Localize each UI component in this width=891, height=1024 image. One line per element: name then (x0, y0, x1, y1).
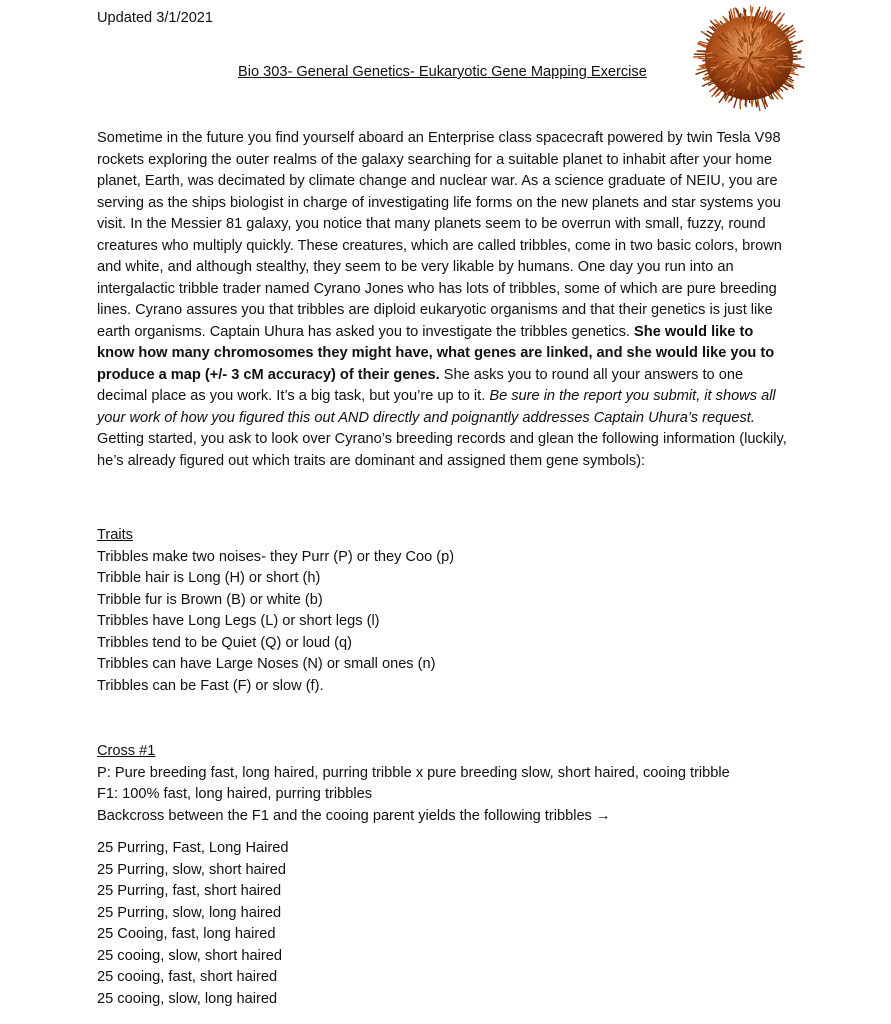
cross1-results (97, 838, 817, 1010)
trait-item: Tribbles tend to be Quiet (Q) or loud (q) (97, 634, 352, 651)
cross1-backcross: Backcross between the F1 and the cooing parent yields the following tribbles → (97, 807, 611, 824)
intro-paragraph (97, 128, 787, 472)
result-item: 25 Purring, slow, long haired (97, 904, 282, 921)
cross1-parents: P: Pure breeding fast, long haired, purring tribble x pure breeding slow, short haired, cooing tribble (97, 764, 730, 781)
trait-item: Tribbles make two noises- they Purr (P) or they Coo (p) (97, 548, 455, 565)
result-item: 25 Purring, Fast, Long Haired (97, 840, 289, 856)
result-item: 25 Cooing, fast, long haired (97, 926, 276, 942)
cross1-section (97, 741, 817, 827)
updated-date: Updated 3/1/2021 (97, 10, 214, 26)
trait-item: Tribble hair is Long (H) or short (h) (97, 570, 321, 586)
trait-item: Tribbles can be Fast (F) or slow (f). (97, 677, 324, 694)
intro-request-bold: She would like to know how many chromosomes they might have, what genes are linked, and she would like you to produce a map (+/- 3 cM accuracy) of their genes. (97, 323, 775, 383)
trait-item: Tribbles can have Large Noses (N) or small ones (n) (97, 656, 436, 672)
result-item: 25 Purring, fast, short haired (97, 883, 282, 899)
cross1-f1: F1: 100% fast, long haired, purring tribbles (97, 786, 373, 802)
intro-text-part3: Getting started, you ask to look over Cyrano’s breeding records and glean the following information (luckily, he’s already figured out which traits are dominant and assigned them gene symbols): (97, 431, 787, 469)
document-title: Bio 303- General Genetics- Eukaryotic Gene Mapping Exercise (238, 64, 647, 80)
result-item: 25 cooing, fast, short haired (97, 969, 278, 985)
intro-text-part1: Sometime in the future you find yourself aboard an Enterprise class spacecraft powered by twin Tesla V98 rockets exploring the outer realms of the galaxy searching for a suitable planet to inhabit after your home planet, Earth, was decimated by climate change and nuclear war. As a science graduate of NEIU, you are serving as the ships biologist in charge of investigating life forms on the new planets and star systems you visit. In the Messier 81 galaxy, you notice that many planets seem to be overrun with small, fuzzy, round creatures who multiply quickly. These creatures, which are called tribbles, come in two basic colors, brown and white, and although stealthy, they seem to be very likable by humans. One day you run into an intergalactic tribble trader named Cyrano Jones who has lots of tribbles, some of which are pure breeding lines. Cyrano assures you that tribbles are diploid eukaryotic organisms and that their genetics is just like earth organisms. Captain Uhura has asked you to investigate the tribbles genetics. (97, 130, 782, 340)
result-item: 25 cooing, slow, short haired (97, 947, 282, 964)
intro-report-italic: Be sure in the report you submit, it shows all your work of how you figured this out AND directly and poignantly addresses Captain Uhura’s request. (97, 388, 776, 426)
trait-item: Tribbles have Long Legs (L) or short legs (l) (97, 613, 380, 629)
cross1-heading: Cross #1 (97, 743, 156, 759)
result-item: 25 cooing, slow, long haired (97, 990, 278, 1007)
result-item: 25 Purring, slow, short haired (97, 861, 287, 878)
traits-section (97, 525, 817, 697)
trait-item: Tribble fur is Brown (B) or white (b) (97, 591, 323, 608)
tribble-image (692, 0, 806, 112)
traits-heading: Traits (97, 527, 133, 543)
intro-text-part2: She asks you to round all your answers to one decimal place as you work. It’s a big task, but you’re up to it. (97, 366, 744, 404)
